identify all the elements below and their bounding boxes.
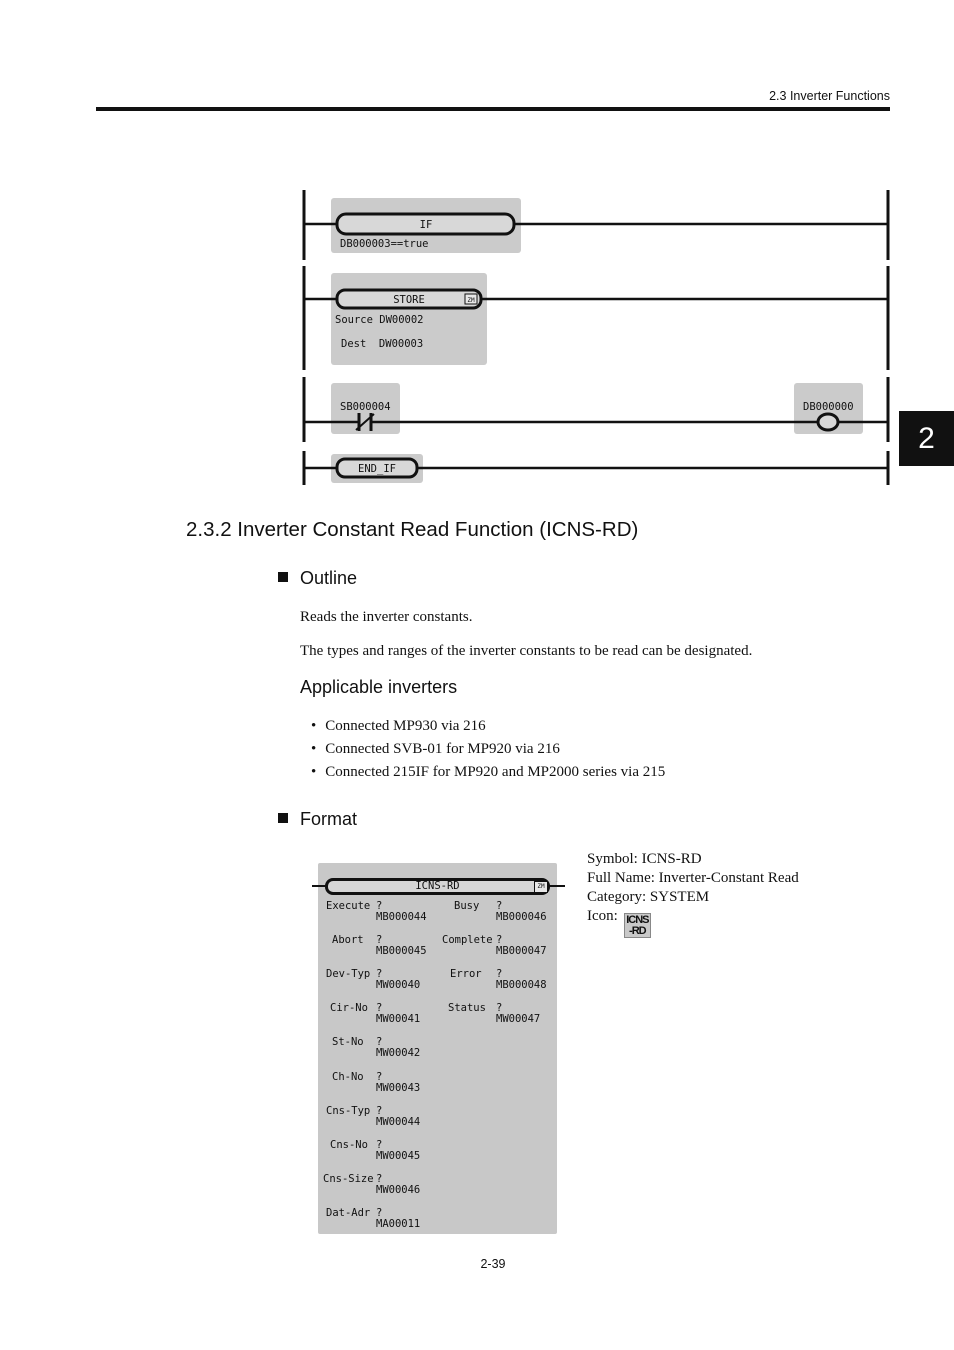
- square-bullet-icon: [278, 813, 288, 823]
- store-label: STORE: [393, 294, 425, 306]
- section-title: 2.3.2 Inverter Constant Read Function (ICNS-RD): [186, 518, 639, 541]
- list-item: • Connected SVB-01 for MP920 via 216: [311, 741, 665, 758]
- input-name: Cns-No: [330, 1139, 368, 1151]
- outline-heading-text: Outline: [300, 568, 358, 588]
- input-q: ?: [376, 968, 383, 980]
- category-line: Category: SYSTEM: [587, 889, 710, 905]
- store-dest: Dest DW00003: [341, 338, 424, 350]
- icns-rd-icon: [624, 913, 651, 938]
- chapter-tab: 2: [899, 411, 954, 466]
- coil-label: DB000000: [803, 401, 854, 413]
- output-name: Busy: [454, 900, 480, 912]
- input-q: ?: [376, 900, 383, 912]
- list-item: • Connected 215IF for MP920 and MP2000 series via 215: [311, 764, 665, 781]
- page-number: 2-39: [480, 1257, 506, 1271]
- output-addr: MB000047: [496, 945, 547, 957]
- if-label: IF: [419, 219, 433, 231]
- input-q: ?: [376, 1071, 383, 1083]
- input-addr: MB000045: [376, 945, 427, 957]
- input-addr: MW00043: [376, 1082, 421, 1094]
- output-name: Error: [450, 968, 482, 980]
- output-q: ?: [496, 1002, 503, 1014]
- applicable-list: [311, 718, 665, 787]
- applicable-heading: Applicable inverters: [300, 677, 458, 697]
- input-addr: MW00041: [376, 1013, 421, 1025]
- input-q: ?: [376, 1002, 383, 1014]
- icon-line: [587, 907, 799, 938]
- input-name: Cir-No: [330, 1002, 368, 1014]
- ladder-diagram: [0, 0, 954, 500]
- outline-heading: [278, 568, 357, 589]
- symbol-line: Symbol: ICNS-RD: [587, 851, 702, 867]
- format-heading-text: Format: [300, 809, 358, 829]
- input-q: ?: [376, 1105, 383, 1117]
- output-q: ?: [496, 968, 503, 980]
- input-q: ?: [376, 934, 383, 946]
- output-addr: MW00047: [496, 1013, 541, 1025]
- input-name: Abort: [332, 934, 364, 946]
- outline-paragraph-2: The types and ranges of the inverter constants to be read can be designated.: [300, 643, 753, 659]
- input-name: Dev-Typ: [326, 968, 371, 980]
- input-name: Ch-No: [332, 1071, 364, 1083]
- if-condition: DB000003==true: [340, 238, 429, 250]
- symbol-info: [587, 850, 799, 938]
- input-addr: MW00040: [376, 979, 421, 991]
- input-name: St-No: [332, 1036, 364, 1048]
- input-addr: MW00046: [376, 1184, 421, 1196]
- function-block-title: ICNS-RD: [415, 880, 460, 892]
- output-addr: MB000048: [496, 979, 547, 991]
- rung-line-right: [549, 885, 565, 887]
- list-item: • Connected MP930 via 216: [311, 718, 665, 735]
- rung-line-left: [312, 885, 326, 887]
- output-name: Complete: [442, 934, 493, 946]
- store-icon-label: ZM: [467, 297, 475, 304]
- outline-paragraph-1: Reads the inverter constants.: [300, 609, 473, 625]
- store-source: Source DW00002: [335, 314, 424, 326]
- endif-label: END_IF: [358, 463, 396, 475]
- icon-line-2: -RD: [629, 925, 646, 937]
- input-name: Cns-Size: [323, 1173, 374, 1185]
- full-name-line: Full Name: Inverter-Constant Read: [587, 870, 799, 886]
- input-q: ?: [376, 1173, 383, 1185]
- icon-label: Icon:: [587, 908, 618, 924]
- icon-line-1: ICNS: [626, 914, 649, 926]
- input-q: ?: [376, 1139, 383, 1151]
- input-q: ?: [376, 1036, 383, 1048]
- function-block-icon: ZM: [534, 881, 548, 893]
- coil: [818, 414, 838, 430]
- format-heading: [278, 809, 357, 830]
- output-q: ?: [496, 934, 503, 946]
- input-name: Execute: [326, 900, 371, 912]
- output-q: ?: [496, 900, 503, 912]
- contact-label: SB000004: [340, 401, 391, 413]
- input-addr: MA00011: [376, 1218, 421, 1230]
- output-name: Status: [448, 1002, 486, 1014]
- input-addr: MW00044: [376, 1116, 421, 1128]
- input-addr: MW00045: [376, 1150, 421, 1162]
- running-header: 2.3 Inverter Functions: [769, 89, 890, 103]
- square-bullet-icon: [278, 572, 288, 582]
- output-addr: MB000046: [496, 911, 547, 923]
- input-name: Cns-Typ: [326, 1105, 371, 1117]
- input-addr: MW00042: [376, 1047, 421, 1059]
- input-q: ?: [376, 1207, 383, 1219]
- input-name: Dat-Adr: [326, 1207, 371, 1219]
- input-addr: MB000044: [376, 911, 427, 923]
